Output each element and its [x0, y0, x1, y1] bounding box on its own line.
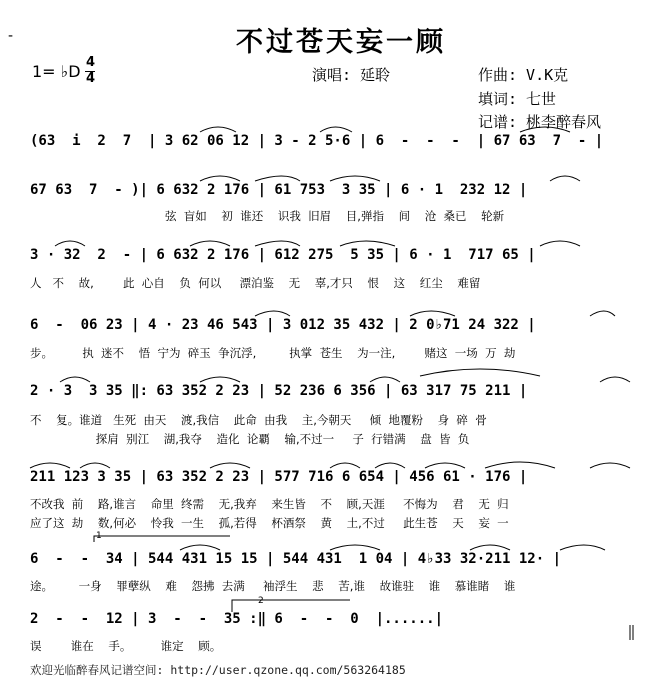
slur: [80, 463, 110, 468]
lyric-row-5-verse-2: 探肩 别江 湖,我夺 造化 论覇 输,不过一 子 行错满 盘 皆 负: [30, 432, 470, 446]
slur: [560, 545, 605, 550]
lyric-row-7-verse-1: 途。 一身 罪孽纵 难 怨拂 去满 袖浮生 悲 苦,谁 故谁驻 谁 慕谁睹 谁: [30, 579, 516, 593]
key-signature: 1= ♭D: [32, 62, 81, 81]
time-numerator: 4: [86, 55, 96, 70]
slur: [550, 176, 580, 181]
singer-credit: 演唱: 延聆: [312, 66, 391, 84]
slur: [200, 176, 240, 181]
slur: [600, 377, 630, 382]
slur: [60, 377, 90, 382]
footer-link[interactable]: 欢迎光临醉春风记谱空间: http://user.qzone.qq.com/563264185: [30, 663, 406, 677]
notation-row-2: 67 63 7 - )| 6 632 2 176 | 61 753 3 35 | 6 · 1 232 12 |: [30, 182, 528, 198]
slur: [590, 463, 630, 468]
lyricist-credit: 填词: 七世: [478, 90, 557, 108]
slur: [375, 463, 405, 468]
composer-credit: 作曲: V.K克: [478, 66, 569, 84]
slur: [200, 377, 240, 382]
lyric-row-5-verse-1: 不 复。谁道 生死 由天 渡,我信 此命 由我 主,今朝天 倾 地覆粉 身 碎 骨: [30, 413, 487, 427]
slur: [520, 127, 570, 132]
slur: [425, 463, 465, 468]
slur: [330, 545, 380, 550]
lyric-row-2-verse-1: 弦 盲如 初 谁还 识我 旧眉 目,弹指 间 沧 桑已 轮新: [165, 209, 505, 223]
slur: [30, 463, 70, 468]
notation-row-6: 211 123 3 35 | 63 352 2 23 | 577 716 6 654 | 456 61 · 176 |: [30, 469, 528, 485]
slur: [180, 545, 220, 550]
margin-mark: -: [8, 28, 14, 44]
time-denominator: 4: [86, 71, 96, 86]
volta-2-number: 2: [258, 596, 264, 606]
lyric-row-6-verse-1: 不改我 前 路,谁言 命里 终需 无,我弃 来生皆 不 顾,天涯 不悔为 君 无 归: [30, 497, 509, 511]
slur: [540, 241, 580, 246]
slur: [200, 127, 236, 132]
lyric-row-8-verse-1: 误 谁在 手。 谁定 顾。: [30, 639, 222, 653]
slur: [420, 369, 540, 376]
slur: [255, 311, 290, 316]
volta-1-number: 1: [96, 531, 102, 541]
slur: [320, 127, 352, 132]
notation-row-3: 3 · 32 2 - | 6 632 2 176 | 612 275 5 35 | 6 · 1 717 65 |: [30, 247, 536, 263]
slur: [410, 311, 455, 316]
slur: [55, 241, 85, 246]
slur: [590, 311, 615, 316]
volta-1-bracket: [94, 536, 230, 542]
slur: [340, 241, 395, 246]
song-title: 不过苍天妄一顾: [236, 27, 446, 58]
slur: [470, 545, 510, 550]
lyric-row-4-verse-1: 步。 执 迷不 悟 宁为 碎玉 争沉浮, 执掌 苍生 为一注, 赌这 一场 万 劫: [30, 346, 516, 360]
slur: [330, 176, 380, 181]
notation-row-7: 6 - - 34 | 544 431 15 15 | 544 431 1 04 | 4♭33 32·211 12· |: [30, 551, 562, 567]
slur: [485, 462, 555, 468]
notation-row-1: (63 i 2 7 | 3 62 06 12 | 3 - 2 5·6 | 6 - - - | 67 63 7 - |: [30, 133, 604, 149]
slur: [190, 241, 230, 246]
slur: [370, 377, 400, 382]
slur: [330, 463, 360, 468]
lyric-row-6-verse-2: 应了这 劫 数,何必 怜我 一生 孤,若得 杯酒祭 黄 土,不过 此生苍 天 妄 一: [30, 516, 509, 530]
transcriber-credit: 记谱: 桃李醉春风: [478, 113, 602, 131]
slur: [210, 463, 250, 468]
end-barline: [630, 625, 633, 640]
notation-row-8: 2 - - 12 | 3 - - 35 :‖ 6 - - 0 |......|: [30, 611, 444, 627]
lyric-row-3-verse-1: 人 不 故, 此 心自 负 何以 漂泊鉴 无 辜,才只 恨 这 红尘 难留: [30, 276, 481, 290]
slur: [255, 241, 300, 246]
notation-row-4: 6 - 06 23 | 4 · 23 46 543 | 3 012 35 432 | 2 0♭71 24 322 |: [30, 317, 536, 333]
notation-row-5: 2 · 3 3 35 ‖: 63 352 2 23 | 52 236 6 356 | 63 317 75 211 |: [30, 383, 528, 399]
slur: [255, 176, 300, 181]
volta-2-bracket: [232, 600, 350, 612]
